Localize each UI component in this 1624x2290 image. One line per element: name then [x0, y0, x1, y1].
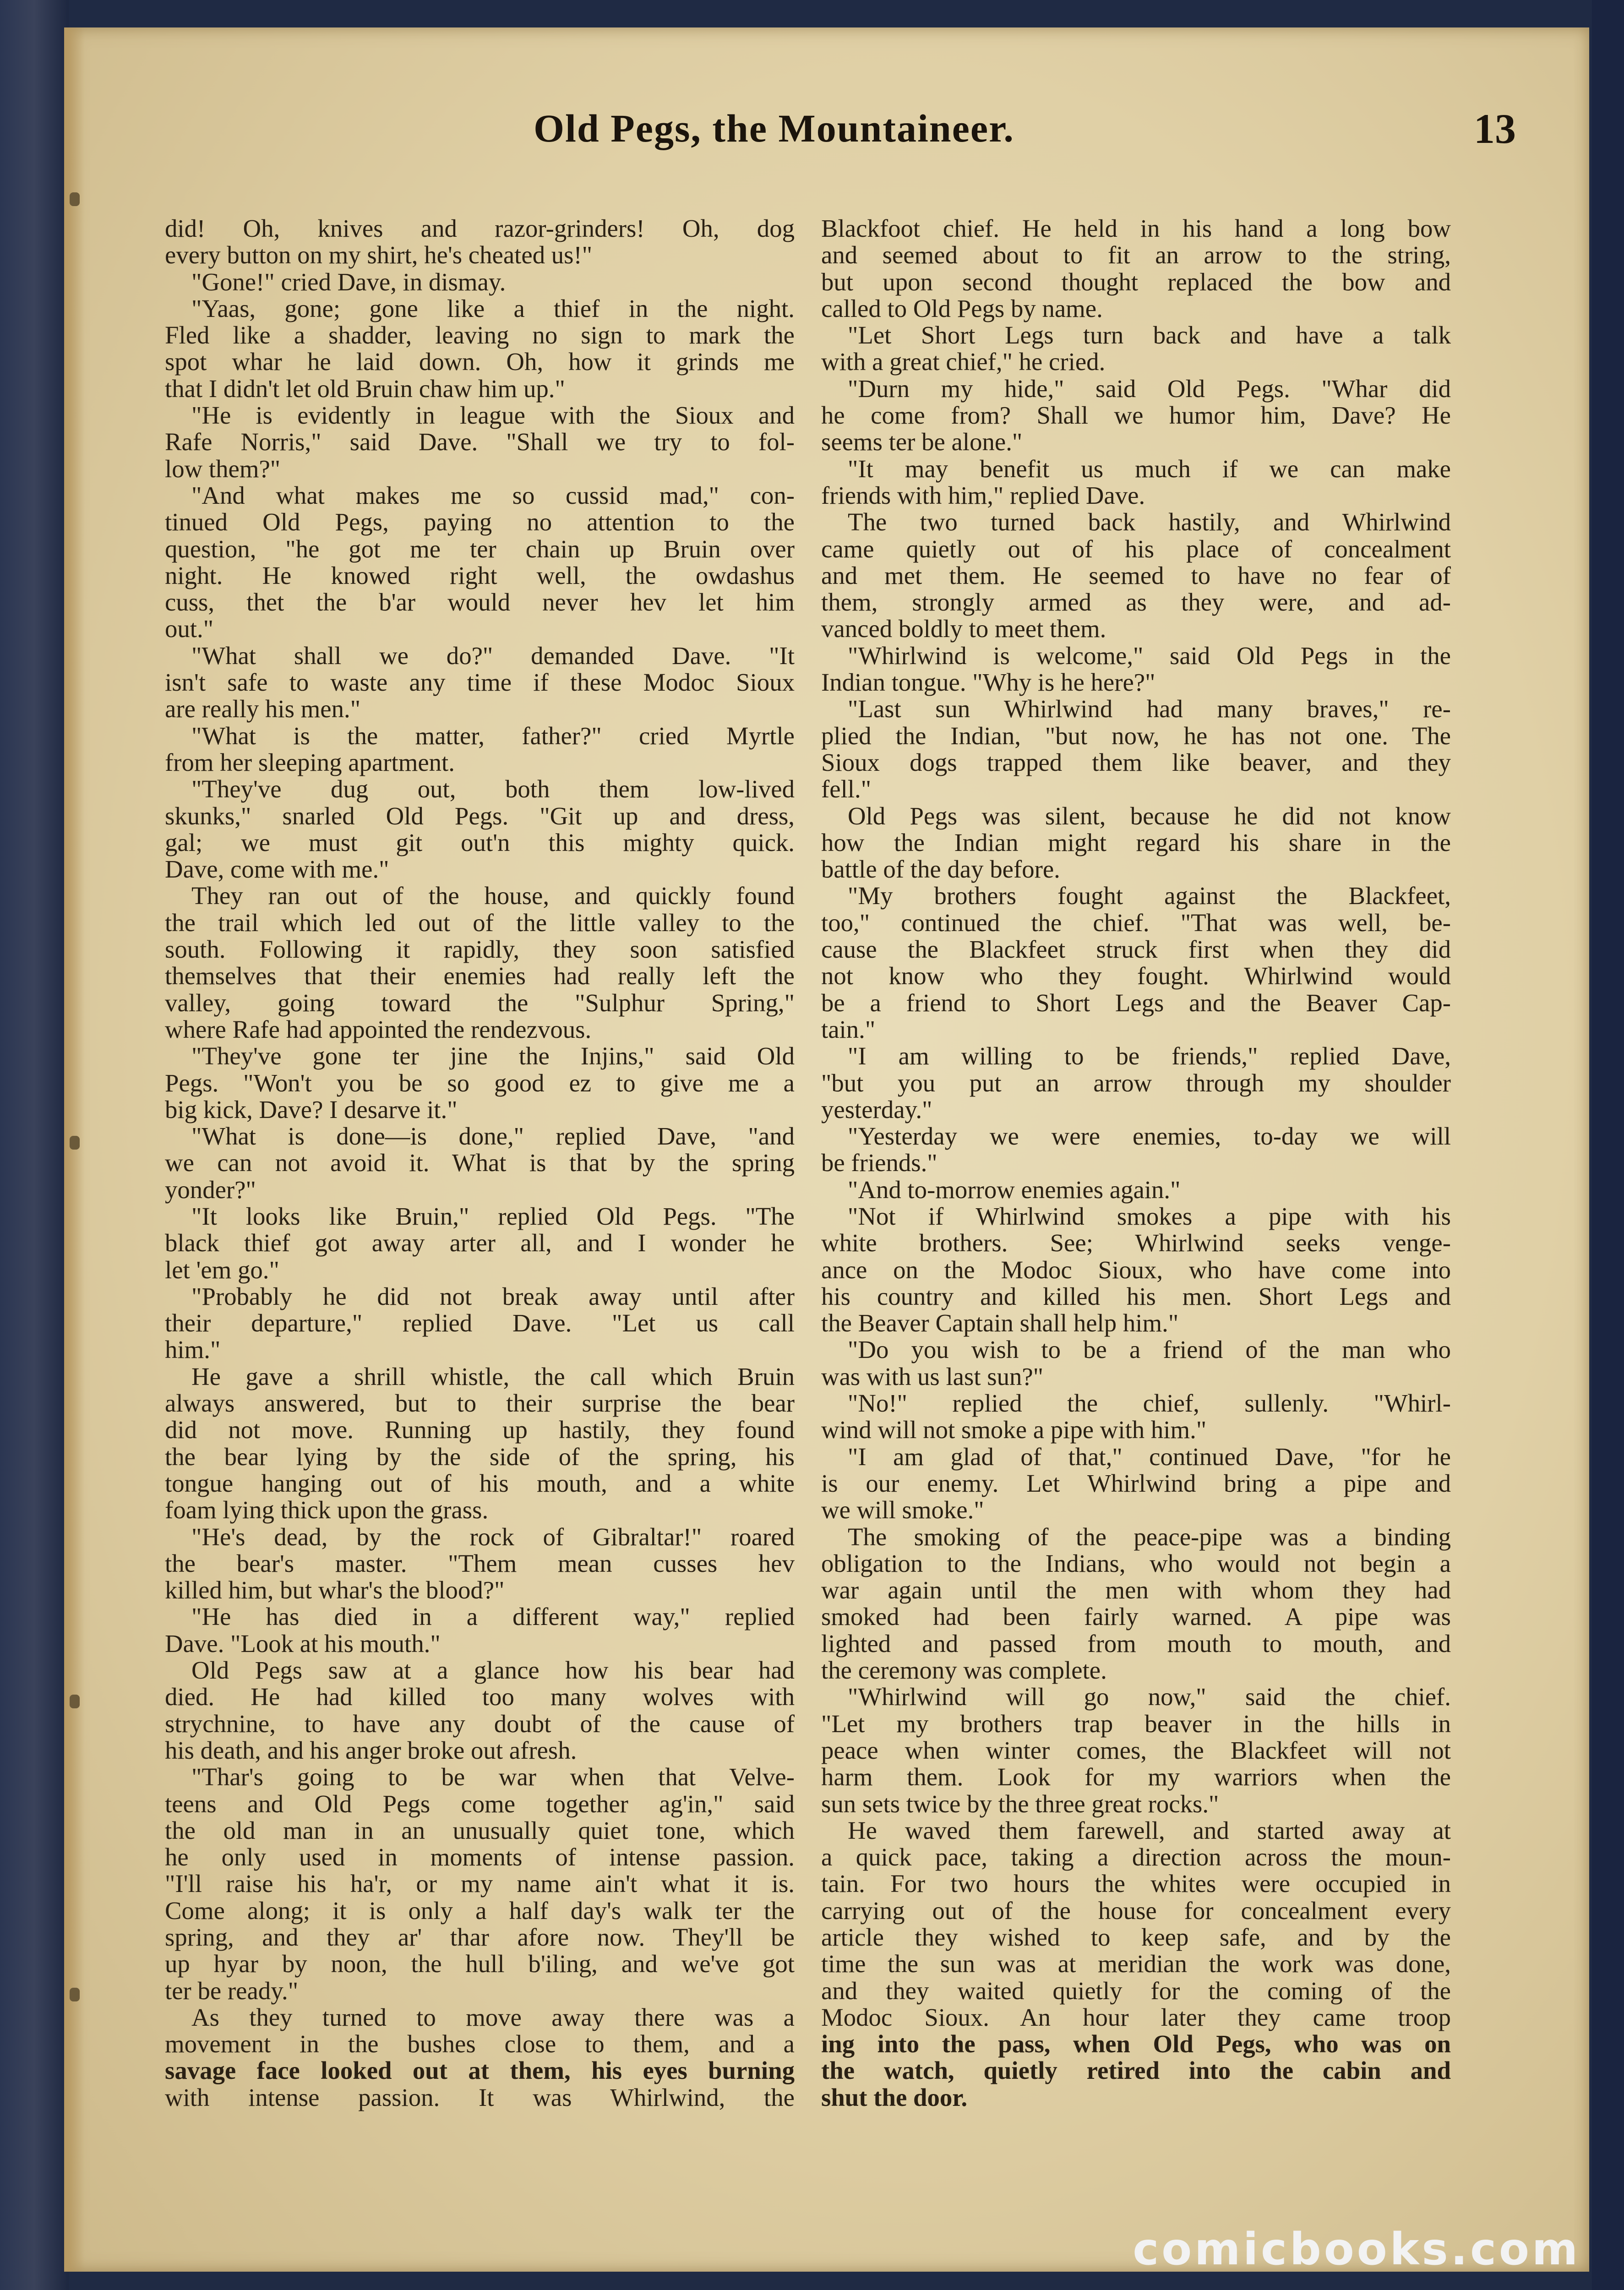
text-line: with a great chief," he cried. — [821, 348, 1106, 376]
text-line: and met them. He seemed to have no fear of — [821, 561, 1451, 589]
text-line: the bear's master. "Them mean cusses hev — [165, 1549, 795, 1577]
text-line: themselves that their enemies had really left the — [165, 962, 795, 990]
text-line: "They've gone ter jine the Injins," said Old — [191, 1042, 795, 1070]
text-line: sun sets twice by the three great rocks." — [821, 1789, 1219, 1818]
text-line: "but you put an arrow through my shoulder — [821, 1069, 1451, 1097]
text-line: obligation to the Indians, who would not begin a — [821, 1549, 1451, 1577]
text-line: skunks," snarled Old Pegs. "Git up and dress, — [165, 802, 795, 830]
text-line: "He's dead, by the rock of Gibraltar!" roared — [191, 1522, 795, 1551]
text-line: him." — [165, 1336, 221, 1364]
staple-mark — [70, 1136, 80, 1150]
text-line: "I am glad of that," continued Dave, "for he — [848, 1442, 1451, 1471]
text-line: tain." — [821, 1015, 876, 1043]
text-line: night. He knowed right well, the owdashus — [165, 561, 795, 589]
text-line: teens and Old Pegs come together ag'in," said — [165, 1789, 795, 1818]
text-line: Sioux dogs trapped them like beaver, and they — [821, 748, 1451, 776]
text-line: "Whirlwind is welcome," said Old Pegs in the — [848, 641, 1451, 670]
text-line: that I didn't let old Bruin chaw him up." — [165, 374, 565, 403]
text-line: "Probably he did not break away until after — [191, 1282, 795, 1310]
text-line: killed him, but whar's the blood?" — [165, 1576, 505, 1604]
text-line: "Yaas, gone; gone like a thief in the night. — [191, 294, 795, 322]
binding-edge — [0, 0, 69, 2290]
text-line: ter be ready." — [165, 1976, 299, 2005]
text-line: "Durn my hide," said Old Pegs. "Whar did — [848, 374, 1451, 403]
text-line: up hyar by noon, the hull b'iling, and we've got — [165, 1950, 795, 1978]
text-line: where Rafe had appointed the rendezvous. — [165, 1015, 592, 1043]
text-line: came quietly out of his place of concealment — [821, 534, 1451, 563]
text-line: Modoc Sioux. An hour later they came troop — [821, 2003, 1451, 2031]
text-line: peace when winter comes, the Blackfeet will not — [821, 1736, 1451, 1764]
text-line: is our enemy. Let Whirlwind bring a pipe and — [821, 1469, 1451, 1497]
text-line: the old man in an unusually quiet tone, which — [165, 1816, 795, 1844]
text-line: called to Old Pegs by name. — [821, 294, 1103, 322]
text-line: "And to-morrow enemies again." — [848, 1175, 1181, 1204]
text-line: spring, and they ar' thar afore now. They'll be — [165, 1923, 795, 1951]
text-line: war again until the men with whom they had — [821, 1576, 1451, 1604]
text-line: lighted and passed from mouth to mouth, and — [821, 1629, 1451, 1658]
text-line: "I am willing to be friends," replied Dave, — [848, 1042, 1451, 1070]
watermark-text: comicbooks.com — [1133, 2224, 1580, 2275]
staple-mark — [70, 1695, 80, 1708]
text-line: "It looks like Bruin," replied Old Pegs. "The — [191, 1202, 795, 1230]
text-line: vanced boldly to meet them. — [821, 615, 1106, 643]
text-line: gal; we must git out'n this mighty quick. — [165, 828, 795, 856]
text-line: did! Oh, knives and razor-grinders! Oh, dog — [165, 214, 795, 242]
text-line: we can not avoid it. What is that by the spring — [165, 1149, 795, 1177]
text-line: "No!" replied the chief, sullenly. "Whirl- — [848, 1389, 1451, 1418]
page-number: 13 — [1474, 105, 1516, 152]
text-line: "Let my brothers trap beaver in the hills in — [821, 1709, 1451, 1738]
text-line: yonder?" — [165, 1175, 256, 1204]
page-title: Old Pegs, the Mountaineer. — [534, 106, 1014, 150]
text-line: movement in the bushes close to them, and a — [165, 2030, 795, 2058]
text-line: his country and killed his men. Short Legs and — [821, 1282, 1451, 1310]
text-line: time the sun was at meridian the work was done, — [821, 1950, 1451, 1978]
text-line: smoked had been fairly warned. A pipe was — [821, 1603, 1451, 1631]
text-line: a quick pace, taking a direction across the moun- — [821, 1843, 1451, 1871]
text-line: He gave a shrill whistle, the call which Bruin — [191, 1362, 795, 1390]
text-line: seems ter be alone." — [821, 428, 1023, 456]
text-line: them, strongly armed as they were, and ad- — [821, 588, 1451, 616]
text-line: ance on the Modoc Sioux, who have come into — [821, 1255, 1451, 1284]
text-line: Old Pegs saw at a glance how his bear had — [191, 1656, 795, 1685]
text-line: south. Following it rapidly, they soon satisfied — [165, 935, 795, 964]
text-line: Indian tongue. "Why is he here?" — [821, 668, 1155, 697]
text-line: black thief got away arter all, and I wonder he — [165, 1229, 795, 1257]
text-line: spot whar he laid down. Oh, how it grinds me — [165, 348, 795, 376]
text-line: big kick, Dave? I desarve it." — [165, 1095, 458, 1123]
text-line: plied the Indian, "but now, he has not one. The — [821, 721, 1451, 750]
text-line: "Whirlwind will go now," said the chief. — [848, 1683, 1451, 1711]
text-line: "What shall we do?" demanded Dave. "It — [191, 641, 795, 670]
text-line: low them?" — [165, 454, 281, 483]
text-line: fell." — [821, 775, 872, 803]
text-line: savage face looked out at them, his eyes burning — [165, 2056, 795, 2085]
text-line: strychnine, to have any doubt of the cause of — [165, 1709, 795, 1738]
text-line: "What is the matter, father?" cried Myrtle — [191, 721, 795, 750]
text-line: Dave, come with me." — [165, 855, 389, 883]
text-line: Blackfoot chief. He held in his hand a long bow — [821, 214, 1451, 242]
text-line: the Beaver Captain shall help him." — [821, 1309, 1179, 1337]
text-line: Pegs. "Won't you be so good ez to give me a — [165, 1069, 795, 1097]
text-line: he come from? Shall we humor him, Dave? He — [821, 401, 1451, 430]
text-line: did not move. Running up hastily, they found — [165, 1416, 795, 1444]
staple-mark — [70, 192, 80, 206]
text-line: the watch, quietly retired into the cabin and — [821, 2056, 1451, 2085]
running-header — [169, 92, 1516, 165]
text-line: "I'll raise his ha'r, or my name ain't what it is. — [165, 1870, 795, 1898]
text-line: question, "he got me ter chain up Bruin over — [165, 534, 795, 563]
text-line: "Let Short Legs turn back and have a talk — [848, 321, 1451, 349]
text-line: tain. For two hours the whites were occupied in — [821, 1870, 1451, 1898]
text-line: tongue hanging out of his mouth, and a white — [165, 1469, 795, 1497]
text-line: out." — [165, 615, 214, 643]
text-line: "He is evidently in league with the Sioux and — [191, 401, 795, 430]
text-line: be a friend to Short Legs and the Beaver Cap- — [821, 988, 1451, 1017]
text-line: "My brothers fought against the Blackfeet, — [848, 882, 1451, 910]
text-line: carrying out of the house for concealment every — [821, 1896, 1451, 1925]
text-line: always answered, but to their surprise the bear — [165, 1389, 795, 1418]
text-line: are really his men." — [165, 695, 361, 723]
text-line: shut the door. — [821, 2083, 968, 2111]
text-line: yesterday." — [821, 1095, 932, 1123]
text-line: the trail which led out of the little valley to the — [165, 908, 795, 937]
text-line: cuss, thet the b'ar would never hev let him — [165, 588, 795, 616]
text-line: valley, going toward the "Sulphur Spring," — [165, 988, 795, 1017]
text-line: "It may benefit us much if we can make — [848, 454, 1451, 483]
text-line: was with us last sun?" — [821, 1362, 1044, 1390]
text-line: article they wished to keep safe, and by the — [821, 1923, 1451, 1951]
text-line: tinued Old Pegs, paying no attention to the — [165, 508, 795, 536]
text-line: The two turned back hastily, and Whirlwind — [848, 508, 1451, 536]
text-line: Fled like a shadder, leaving no sign to mark the — [165, 321, 795, 349]
text-line: be friends." — [821, 1149, 937, 1177]
text-line: his death, and his anger broke out afresh. — [165, 1736, 577, 1764]
text-line: As they turned to move away there was a — [191, 2003, 795, 2031]
text-line: the bear lying by the side of the spring, his — [165, 1442, 795, 1471]
text-line: They ran out of the house, and quickly found — [191, 882, 795, 910]
text-line: ing into the pass, when Old Pegs, who was on — [821, 2030, 1451, 2058]
text-line: harm them. Look for my warriors when the — [821, 1763, 1451, 1791]
text-line: "Gone!" cried Dave, in dismay. — [191, 267, 506, 296]
text-line: "What is done—is done," replied Dave, "and — [191, 1122, 795, 1150]
text-line: friends with him," replied Dave. — [821, 481, 1145, 509]
text-line: but upon second thought replaced the bow and — [821, 267, 1451, 296]
text-line: "Last sun Whirlwind had many braves," re- — [848, 695, 1451, 723]
text-line: "They've dug out, both them low-lived — [191, 775, 795, 803]
text-line: "Thar's going to be war when that Velve- — [191, 1763, 795, 1791]
text-line: Rafe Norris," said Dave. "Shall we try to fol- — [165, 428, 795, 456]
text-line: wind will not smoke a pipe with him." — [821, 1416, 1207, 1444]
text-line: and seemed about to fit an arrow to the string, — [821, 241, 1451, 269]
text-line: "He has died in a different way," replied — [191, 1603, 795, 1631]
text-line: The smoking of the peace-pipe was a binding — [848, 1522, 1451, 1551]
right-text-column — [821, 215, 1451, 2111]
text-line: Come along; it is only a half day's walk ter the — [165, 1896, 795, 1925]
text-line: their departure," replied Dave. "Let us call — [165, 1309, 795, 1337]
text-line: from her sleeping apartment. — [165, 748, 455, 776]
text-line: cause the Blackfeet struck first when they did — [821, 935, 1451, 964]
text-line: isn't safe to waste any time if these Modoc Sioux — [165, 668, 795, 697]
text-line: "Yesterday we were enemies, to-day we will — [848, 1122, 1451, 1150]
text-line: we will smoke." — [821, 1496, 984, 1524]
text-line: "Not if Whirlwind smokes a pipe with his — [848, 1202, 1451, 1230]
text-line: battle of the day before. — [821, 855, 1060, 883]
text-line: with intense passion. It was Whirlwind, the — [165, 2083, 795, 2111]
text-line: foam lying thick upon the grass. — [165, 1496, 489, 1524]
text-line: and they waited quietly for the coming of the — [821, 1976, 1451, 2005]
text-line: let 'em go." — [165, 1255, 279, 1284]
text-line: "And what makes me so cussid mad," con- — [191, 481, 795, 509]
text-line: white brothers. See; Whirlwind seeks venge- — [821, 1229, 1451, 1257]
left-text-column — [165, 215, 795, 2111]
text-line: every button on my shirt, he's cheated us!" — [165, 241, 593, 269]
text-line: too," continued the chief. "That was well, be- — [821, 908, 1451, 937]
cover-edge — [1592, 0, 1624, 2290]
text-line: Dave. "Look at his mouth." — [165, 1629, 441, 1658]
text-line: died. He had killed too many wolves with — [165, 1683, 795, 1711]
text-line: "Do you wish to be a friend of the man who — [848, 1336, 1451, 1364]
text-line: he only used in moments of intense passion. — [165, 1843, 795, 1871]
text-line: Old Pegs was silent, because he did not know — [848, 802, 1451, 830]
text-line: He waved them farewell, and started away at — [848, 1816, 1451, 1844]
text-line: not know who they fought. Whirlwind would — [821, 962, 1451, 990]
text-line: the ceremony was complete. — [821, 1656, 1107, 1685]
text-line: how the Indian might regard his share in the — [821, 828, 1451, 856]
staple-mark — [70, 1988, 80, 2001]
